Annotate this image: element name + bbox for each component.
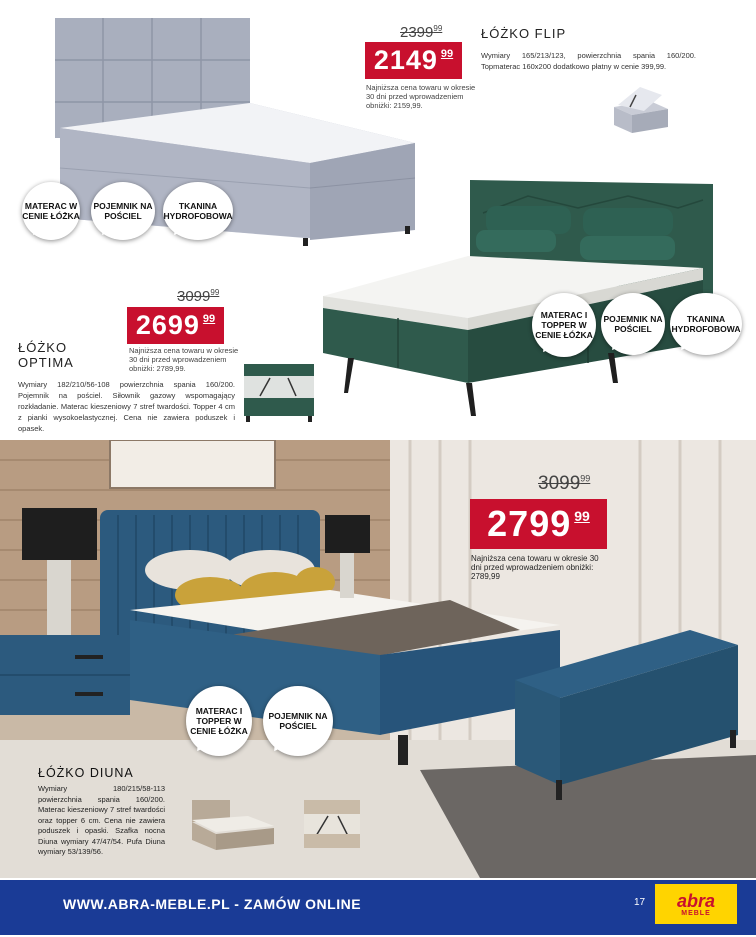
optima-lowest-price-note: Najniższa cena towaru w okresie 30 dni przed wprowadzeniem obniżki: 2789,99. [129, 346, 239, 373]
optima-description: Wymiary 182/210/56-108 powierzchnia spania 160/200. Pojemnik na pościel. Siłownik gazowy wspomagający rozkładanie. Materac kieszeniowy 7 stref twardości. Topper 4 cm z pianki wysokoelastycznej. Cena nie zawiera poduszek i opasek. [18, 380, 235, 433]
optima-price: 2699 99 [127, 307, 224, 344]
flip-title: ŁÓŻKO FLIP [481, 26, 567, 41]
diuna-lowest-price-note: Najniższa cena towaru w okresie 30 dni przed wprowadzeniem obniżki: 2789,99 [471, 554, 599, 581]
optima-storage-thumbnail [240, 362, 318, 426]
diuna-title: ŁÓŻKO DIUNA [38, 766, 134, 780]
flip-old-price: 2399$^{99}$ [400, 24, 443, 41]
diuna-bubble-storage: POJEMNIK NA POŚCIEL [263, 686, 333, 756]
diuna-description: Wymiary 180/215/58-113 powierzchnia spania 160/200. Materac kieszeniowy 7 stref twardości oraz topper 6 cm. Cena nie zawiera poduszek i opaski. Szafka nocna Diuna wymiary 47/47/54. Pufa Diuna wymiary 53/139/56. [38, 784, 165, 856]
optima-bed-image [318, 178, 718, 428]
flip-bubble-fabric: TKANINA HYDROFOBOWA [163, 182, 233, 240]
optima-old-price: 3099$^{99}$ [177, 288, 220, 305]
flip-bubble-storage: POJEMNIK NA POŚCIEL [91, 182, 155, 240]
optima-bubble-fabric: TKANINA HYDROFOBOWA [670, 293, 742, 355]
diuna-price: 2799 99 [470, 499, 607, 549]
flip-price: 2149 99 [365, 42, 462, 79]
page-number: 17 [634, 897, 646, 908]
optima-bubble-mattress: MATERAC I TOPPER W CENIE ŁÓŻKA [532, 293, 596, 357]
optima-title: ŁÓŻKO OPTIMA [18, 340, 74, 370]
diuna-old-price: 3099$^{99}$ [538, 473, 591, 494]
abra-logo: abra MEBLE [655, 884, 737, 924]
flip-description: Wymiary 165/213/123, powierzchnia spania 160/200. Topmaterac 160x200 dodatkowo płatny w cenie 399,99. [481, 51, 696, 71]
footer-website-link[interactable]: WWW.ABRA-MEBLE.PL - ZAMÓW ONLINE [63, 896, 362, 912]
flip-lowest-price-note: Najniższa cena towaru w okresie 30 dni przed wprowadzeniem obniżki: 2159,99. [366, 83, 476, 110]
optima-bubble-storage: POJEMNIK NA POŚCIEL [601, 293, 665, 355]
diuna-bed-thumbnail-beige [188, 796, 278, 854]
flip-storage-thumbnail [610, 85, 672, 137]
diuna-bubble-mattress: MATERAC I TOPPER W CENIE ŁÓŻKA [186, 686, 252, 756]
diuna-bed-thumbnail-open [298, 796, 366, 854]
flip-bubble-mattress: MATERAC W CENIE ŁÓŻKA [22, 182, 80, 240]
